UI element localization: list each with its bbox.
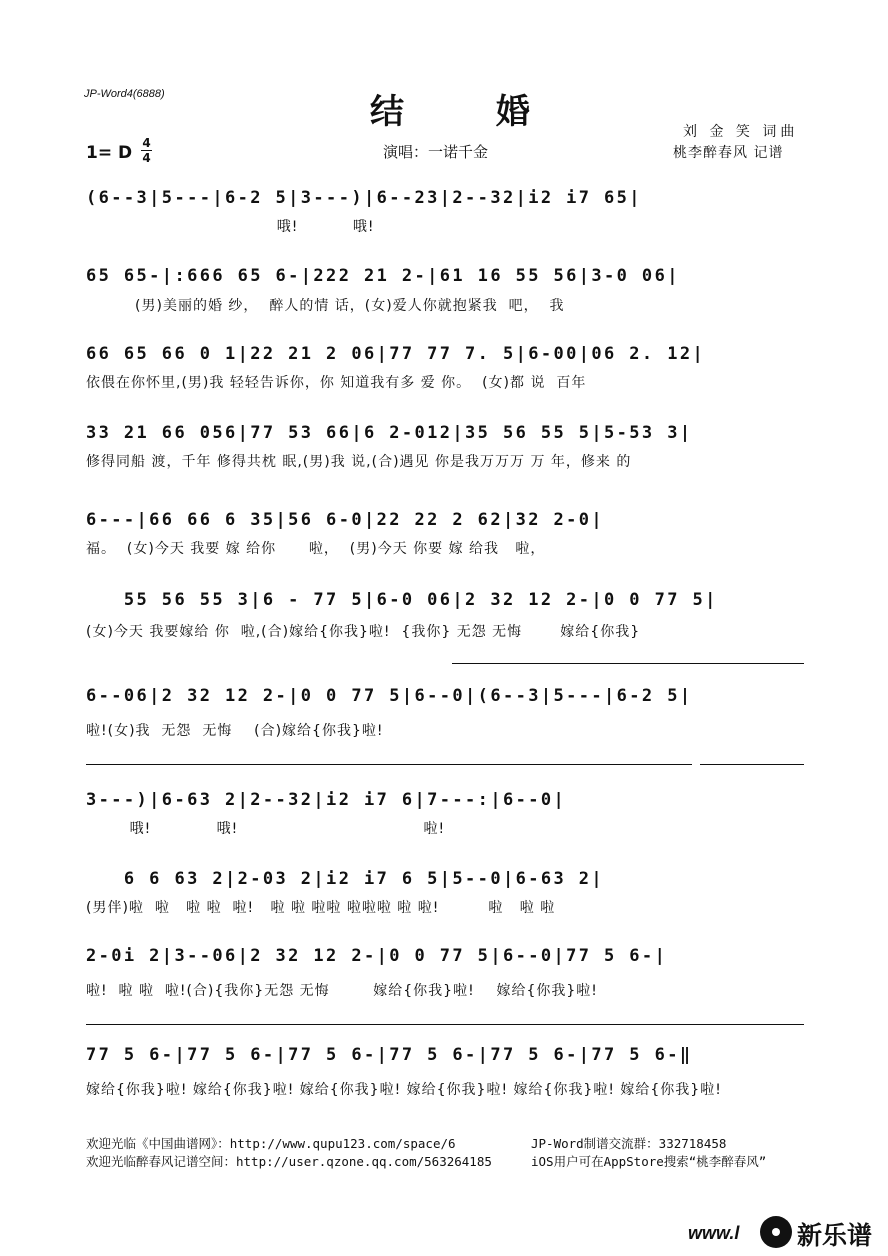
notation: 33 21 66 056|77 53 66|6 2-012|35 56 55 5|5-53 3|: [86, 423, 693, 443]
lyrics: 福。 (女)今天 我要 嫁 给你 啦， (男)今天 你要 嫁 给我 啦，: [86, 541, 546, 557]
logo-name: 新乐谱: [797, 1221, 873, 1250]
time-signature-bottom: 4: [142, 151, 151, 165]
volta-1-bracket-continued: [86, 764, 692, 765]
lyrics: (男)美丽的婚 纱， 醉人的情 话，(女)爱人你就抱紧我 吧， 我: [86, 298, 565, 314]
lyrics: 哦! 哦!: [86, 219, 375, 235]
lyricist-composer-credit: 刘 金 笑 词曲: [683, 124, 799, 140]
logo-url: www.l: [688, 1223, 740, 1243]
lyrics: 啦!(女)我 无怨 无悔 (合)嫁给{你我}啦!: [86, 723, 384, 739]
time-signature-top: 4: [142, 136, 151, 150]
notation: 2-0i 2|3--06|2 32 12 2-|0 0 77 5|6--0|77 5 6-|: [86, 946, 668, 966]
lyrics: 嫁给{你我}啦! 嫁给{你我}啦! 嫁给{你我}啦! 嫁给{你我}啦! 嫁给{你我}啦! 嫁给{你我}啦!: [86, 1082, 722, 1098]
notation: 65 65-|:666 65 6-|222 21 2-|61 16 55 56|3-0 06|: [86, 266, 680, 286]
lyrics: 依偎在你怀里,(男)我 轻轻告诉你，你 知道我有多 爱 你。 (女)都 说 百年: [86, 375, 587, 391]
volta-2-bracket: [700, 764, 804, 765]
notation: (6--3|5---|6-2 5|3---)|6--23|2--32|i2 i7 65|: [86, 188, 642, 208]
notation: 6---|66 66 6 35|56 6-0|22 22 2 62|32 2-0|: [86, 510, 605, 530]
lyrics: 修得同船 渡，千年 修得共枕 眠,(男)我 说,(合)遇见 你是我万万万 万 年，修来 的: [86, 454, 632, 470]
lyrics: 哦! 哦! 啦!: [86, 821, 446, 837]
volta-1-bracket: [452, 663, 804, 664]
notation: 66 65 66 0 1|22 21 2 06|77 77 7. 5|6-00|06 2. 12|: [86, 344, 706, 364]
lyrics: (男伴)啦 啦 啦 啦 啦! 啦 啦 啦啦 啦啦啦 啦 啦! 啦 啦 啦: [86, 900, 556, 916]
time-signature: [141, 137, 152, 164]
notation: 6 6 63 2|2-03 2|i2 i7 6 5|5--0|6-63 2|: [86, 869, 605, 889]
song-title: 结 婚: [370, 92, 570, 132]
key-signature: 1= D: [86, 143, 133, 163]
notation: 6--06|2 32 12 2-|0 0 77 5|6--0|(6--3|5---|6-2 5|: [86, 686, 693, 706]
software-version: JP-Word4(6888): [84, 88, 165, 100]
transcriber-credit: 桃李醉春风 记谱: [673, 145, 784, 161]
footer-site-link: 欢迎光临《中国曲谱网》：http://www.qupu123.com/space/6: [86, 1136, 456, 1151]
singer-credit: 演唱：一诺千金: [383, 143, 489, 161]
lyrics: (女)今天 我要嫁给 你 啦,(合)嫁给{你我}啦! {我你} 无怨 无悔 嫁给{你我}: [86, 624, 641, 640]
lyrics: 啦! 啦 啦 啦!(合){我你}无怨 无悔 嫁给{你我}啦! 嫁给{你我}啦!: [86, 983, 598, 999]
vinyl-record-icon: [760, 1216, 792, 1248]
ending-bracket: [86, 1024, 804, 1025]
footer-group: JP-Word制谱交流群：332718458: [531, 1136, 727, 1151]
notation: 55 56 55 3|6 - 77 5|6-0 06|2 32 12 2-|0 0 77 5|: [86, 590, 718, 610]
notation: 77 5 6-|77 5 6-|77 5 6-|77 5 6-|77 5 6-|77 5 6-‖: [86, 1045, 693, 1065]
footer-space-link: 欢迎光临醉春风记谱空间：http://user.qzone.qq.com/563264185: [86, 1154, 492, 1169]
footer-ios-note: iOS用户可在AppStore搜索“桃李醉春风”: [531, 1154, 767, 1169]
notation: 3---)|6-63 2|2--32|i2 i7 6|7---:|6--0|: [86, 790, 567, 810]
